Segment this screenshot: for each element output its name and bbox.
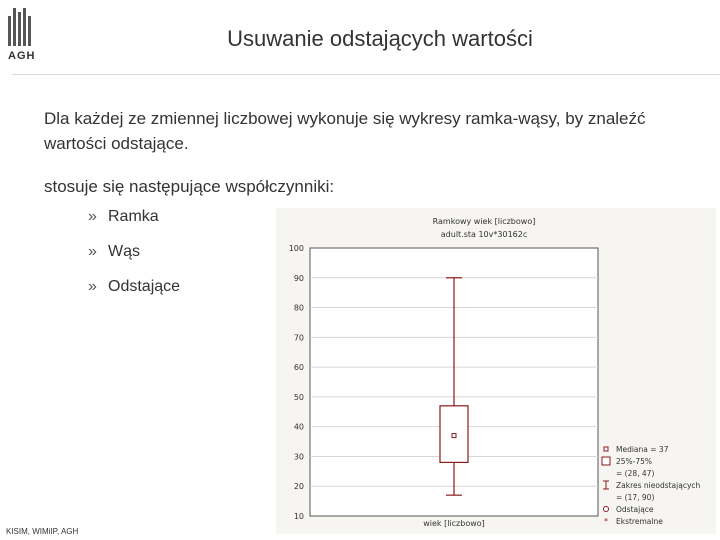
logo-bars-icon — [8, 8, 44, 46]
boxplot-svg — [276, 208, 716, 534]
y-tick-label: 90 — [293, 273, 304, 283]
bullet-list — [88, 206, 180, 311]
bullet-item — [88, 241, 180, 276]
legend-median-icon — [604, 447, 608, 451]
bullet-label: Odstające — [108, 278, 181, 295]
y-tick-label: 100 — [288, 244, 304, 253]
chart-subtitle: adult.sta 10v*30162c — [440, 230, 528, 239]
y-tick-label: 20 — [293, 482, 304, 492]
bullet-mark: » — [88, 243, 97, 260]
legend-label: = (28, 47) — [616, 469, 655, 478]
bullet-mark: » — [88, 278, 97, 295]
y-tick-label: 30 — [293, 452, 304, 462]
agh-logo — [8, 8, 44, 68]
intro-paragraph: Dla każdej ze zmiennej liczbowej wykonuje się wykresy ramka-wąsy, by znaleźć wartości odstające. — [44, 109, 646, 153]
median-point — [452, 434, 456, 438]
y-tick-label: 50 — [293, 392, 304, 402]
boxplot-chart — [276, 208, 716, 534]
footer-text: KISIM, WIMiIP, AGH — [6, 527, 79, 536]
bullet-item — [88, 276, 180, 311]
bullet-label: Wąs — [108, 243, 140, 260]
bullet-item — [88, 206, 180, 241]
title-divider — [12, 74, 720, 75]
legend-outlier-icon — [604, 507, 609, 512]
legend-extreme-icon: * — [604, 517, 608, 526]
bullet-label: Ramka — [108, 208, 159, 225]
legend-label: Ekstremalne — [616, 517, 663, 526]
coefficients-paragraph: stosuje się następujące współczynniki: — [44, 177, 335, 196]
legend-label: Zakres nieodstających — [616, 481, 701, 490]
legend-box-icon — [602, 457, 610, 465]
y-tick-label: 60 — [293, 363, 304, 373]
slide-title: Usuwanie odstających wartości — [227, 26, 533, 51]
legend-label: Mediana = 37 — [616, 445, 669, 454]
logo-text: AGH — [8, 50, 36, 62]
y-tick-label: 80 — [293, 303, 304, 313]
y-tick-label: 10 — [293, 512, 304, 521]
y-tick-label: 40 — [293, 422, 304, 432]
y-tick-label: 70 — [293, 333, 304, 343]
chart-title: Ramkowy wiek [liczbowo] — [432, 217, 536, 226]
bullet-mark: » — [88, 208, 97, 225]
legend-label: 25%-75% — [616, 457, 653, 466]
x-category-label: wiek [liczbowo] — [423, 519, 485, 528]
legend-label: = (17, 90) — [616, 493, 655, 502]
legend-label: Odstające — [616, 505, 654, 514]
